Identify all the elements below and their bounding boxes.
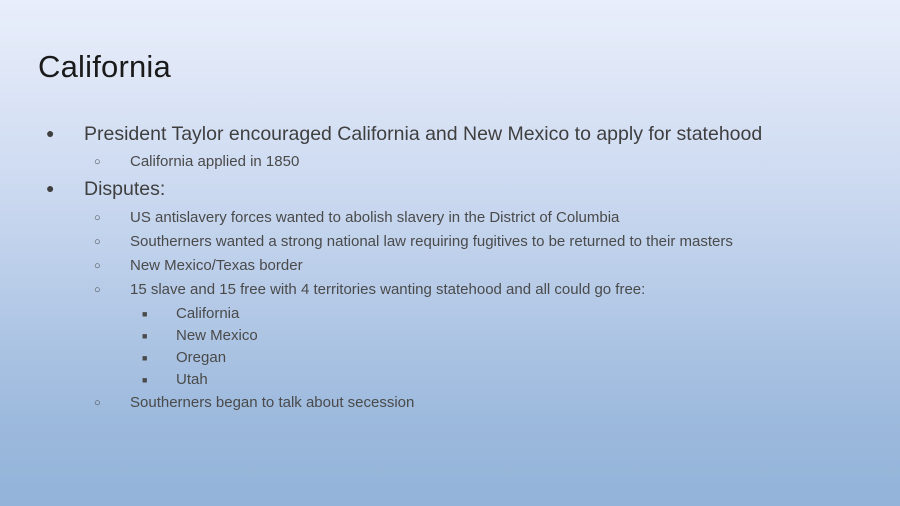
list-item — [84, 391, 870, 415]
list-item-label: US antislavery forces wanted to abolish slavery in the District of Columbia — [130, 208, 620, 226]
list-item-label: President Taylor encouraged California and New Mexico to apply for statehood — [84, 123, 763, 145]
bullet-list-level3 — [130, 303, 870, 392]
list-item — [84, 278, 870, 392]
list-item — [84, 254, 870, 278]
bullet-circle-icon: ○ — [94, 156, 101, 169]
slide-body — [38, 120, 870, 416]
list-item — [38, 175, 870, 415]
list-item — [84, 230, 870, 254]
list-item-label: Utah — [176, 371, 208, 389]
list-item — [84, 206, 870, 230]
list-item — [38, 120, 870, 174]
bullet-square-icon: ■ — [142, 330, 148, 341]
bullet-circle-icon: ○ — [94, 397, 101, 410]
list-item — [130, 347, 870, 369]
list-item-label: Disputes: — [84, 178, 166, 201]
list-item — [130, 303, 870, 325]
list-item — [130, 369, 870, 391]
bullet-square-icon: ■ — [142, 375, 148, 386]
page-title: California — [38, 49, 171, 84]
bullet-list-level2 — [84, 206, 870, 416]
list-item-label: California — [176, 304, 240, 322]
list-item-label: 15 slave and 15 free with 4 territories wanting statehood and all could go free: — [130, 280, 646, 298]
bullet-circle-icon: ○ — [94, 211, 101, 224]
list-item-label: Oregan — [176, 348, 227, 366]
bullet-list-level2 — [84, 150, 870, 174]
bullet-square-icon: ■ — [142, 352, 148, 363]
bullet-circle-icon: ○ — [94, 235, 101, 248]
list-item-label: New Mexico/Texas border — [130, 256, 303, 274]
list-item — [84, 150, 870, 174]
list-item-label: New Mexico — [176, 326, 258, 344]
list-item-label: California applied in 1850 — [130, 153, 300, 171]
list-item-label: Southerners began to talk about secession — [130, 394, 415, 412]
bullet-circle-icon: ○ — [94, 259, 101, 272]
list-item — [130, 325, 870, 347]
bullet-dot-icon: ● — [46, 125, 55, 141]
list-item-label: Southerners wanted a strong national law requiring fugitives to be returned to their masters — [130, 232, 733, 250]
bullet-square-icon: ■ — [142, 308, 148, 319]
bullet-dot-icon: ● — [46, 180, 55, 197]
bullet-list-level1 — [38, 120, 870, 415]
bullet-circle-icon: ○ — [94, 283, 101, 296]
